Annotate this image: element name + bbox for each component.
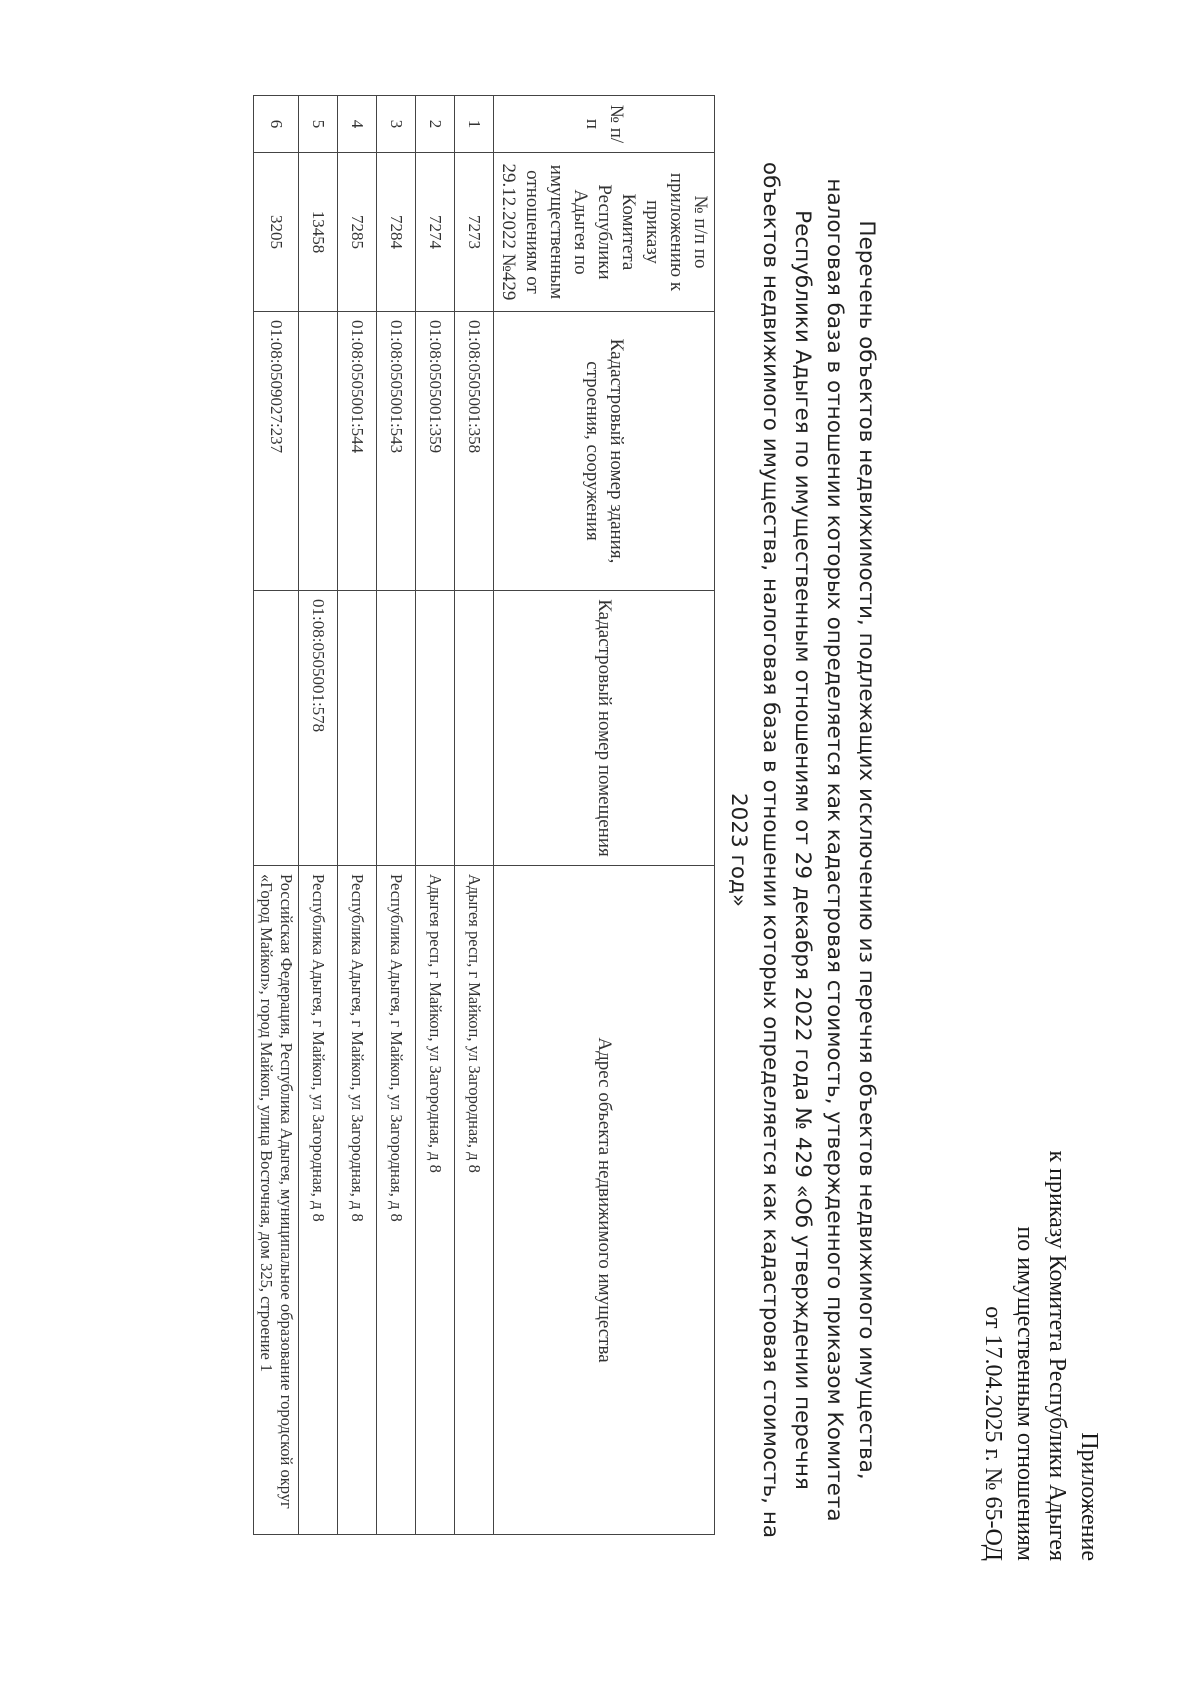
table-row <box>299 96 338 1535</box>
col-header-building-cadastral: Кадастровый номер здания, строения, сооружения <box>494 312 715 591</box>
property-table <box>253 95 715 1535</box>
cell-building-cadastral: 01:08:0505001:358 <box>455 312 494 591</box>
cell-old-num: 7285 <box>338 153 377 312</box>
cell-num: 3 <box>377 96 416 153</box>
cell-old-num: 7284 <box>377 153 416 312</box>
cell-address: Адыгея респ, г Майкоп, ул Загородная, д 8 <box>455 866 494 1535</box>
document-title <box>722 130 882 1570</box>
cell-room-cadastral <box>254 591 299 866</box>
appendix-header <box>977 1150 1105 1561</box>
cell-address: Российская Федерация, Республика Адыгея, муниципальное образование городской округ «Город Майкоп», город Майкоп, улица Восточная, дом 325, строение 1 <box>254 866 299 1535</box>
title-line: 2023 год» <box>726 792 751 908</box>
cell-room-cadastral <box>455 591 494 866</box>
appendix-label: Приложение <box>1076 1432 1102 1561</box>
cell-num: 5 <box>299 96 338 153</box>
cell-room-cadastral: 01:08:0505001:578 <box>299 591 338 866</box>
cell-address: Республика Адыгея, г Майкоп, ул Загородная, д 8 <box>377 866 416 1535</box>
table-row <box>254 96 299 1535</box>
table-row <box>338 96 377 1535</box>
cell-old-num: 7274 <box>416 153 455 312</box>
cell-address: Республика Адыгея, г Майкоп, ул Загородная, д 8 <box>338 866 377 1535</box>
title-line: Республики Адыгея по имущественным отношениям от 29 декабря 2022 года № 429 «Об утверждении перечня <box>790 210 815 1490</box>
committee-name: по имущественным отношениям <box>1012 1226 1038 1561</box>
col-header-old-num: № п/п по приложению к приказу Комитета Республики Адыгея по имущественным отношениям от 29.12.2022 №429 <box>494 153 715 312</box>
cell-num: 6 <box>254 96 299 153</box>
title-line: объектов недвижимого имущества, налоговая база в отношении которых определяется как кадастровая стоимость, на <box>758 161 783 1539</box>
cell-old-num: 7273 <box>455 153 494 312</box>
cell-old-num: 3205 <box>254 153 299 312</box>
col-header-num: № п/п <box>494 96 715 153</box>
cell-building-cadastral <box>299 312 338 591</box>
table-header-row <box>494 96 715 1535</box>
cell-num: 2 <box>416 96 455 153</box>
title-line: налоговая база в отношении которых определяется как кадастровая стоимость, утвержденного приказом Комитета <box>822 178 847 1522</box>
col-header-address: Адрес объекта недвижимого имущества <box>494 866 715 1535</box>
cell-building-cadastral: 01:08:0505001:359 <box>416 312 455 591</box>
cell-building-cadastral: 01:08:0509027:237 <box>254 312 299 591</box>
cell-room-cadastral <box>416 591 455 866</box>
cell-room-cadastral <box>338 591 377 866</box>
cell-num: 4 <box>338 96 377 153</box>
table-row <box>377 96 416 1535</box>
cell-address: Республика Адыгея, г Майкоп, ул Загородная, д 8 <box>299 866 338 1535</box>
title-line: Перечень объектов недвижимости, подлежащих исключению из перечня объектов недвижимого имущества, <box>854 220 879 1480</box>
cell-address: Адыгея респ, г Майкоп, ул Загородная, д 8 <box>416 866 455 1535</box>
col-header-room-cadastral: Кадастровый номер помещения <box>494 591 715 866</box>
order-date-number: от 17.04.2025 г. № 65-ОД <box>980 1306 1006 1561</box>
cell-building-cadastral: 01:08:0505001:544 <box>338 312 377 591</box>
order-reference: к приказу Комитета Республики Адыгея <box>1044 1150 1070 1561</box>
cell-building-cadastral: 01:08:0505001:543 <box>377 312 416 591</box>
cell-room-cadastral <box>377 591 416 866</box>
cell-old-num: 13458 <box>299 153 338 312</box>
table-row <box>416 96 455 1535</box>
table-row <box>455 96 494 1535</box>
cell-num: 1 <box>455 96 494 153</box>
